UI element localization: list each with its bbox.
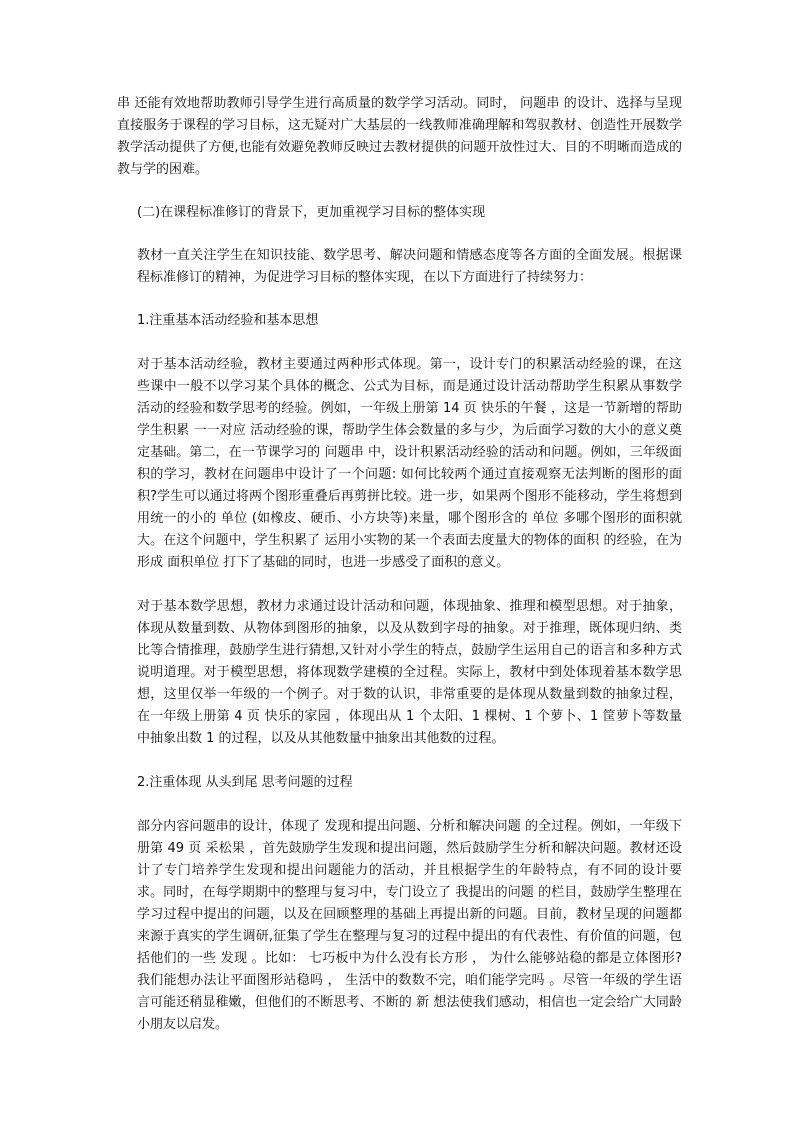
document-page xyxy=(117,93,682,1036)
paragraph-problem-posing: 部分内容问题串的设计，体现了 发现和提出问题、分析和解决问题 的全过程。例如，一年级下册第 49 页 采松果 ，首先鼓励学生发现和提出问题，然后鼓励学生分析和解决问题。教材还设计了专门培养学生发现和提出问题能力的活动，并且根据学生的年龄特点，有不同的设计要求。同时，在每学期期中的整理与复习中，专门设立了 我提出的问题 的栏目，鼓励学生整理在学习过程中提出的问题，以及在回顾整理的基础上再提出新的问题。目前，教材呈现的问题都来源于真实的学生调研,征集了学生在整理与复习的过程中提出的有代表性、有价值的问题，包括他们的一些 发现 。比如： 七巧板中为什么没有长方形 ， 为什么能够站稳的都是立体图形?我们能想办法让平面图形站稳吗 ， 生活中的数数不完，咱们能学完吗 。尽管一年级的学生语言可能还稍显稚嫩，但他们的不断思考、不断的 新 想法使我们感动，相信也一定会给广大同龄小朋友以启发。 xyxy=(137,819,682,1032)
subheading-whole-process: 2.注重体现 从头到尾 思考问题的过程 xyxy=(137,775,353,790)
paragraph-activity-experience: 对于基本活动经验，教材主要通过两种形式体现。第一，设计专门的积累活动经验的课，在这些课中一般不以学习某个具体的概念、公式为目标，而是通过设计活动帮助学生积累从事数学活动的经验和数学思考的经验。例如，一年级上册第 14 页 快乐的午餐 ，这是一节新增的帮助学生积累 一一对应 活动经验的课，帮助学生体会数量的多与少，为后面学习数的大小的意义奠定基础。第二，在一节课学习的 问题串 中，设计积累活动经验的活动和问题。例如，三年级面积的学习，教材在问题串中设计了一个问题: 如何比较两个通过直接观察无法判断的图形的面积?学生可以通过将两个图形重叠后再剪拼比较。进一步，如果两个图形不能移动，学生将想到用统一的小的 单位 (如橡皮、硬币、小方块等)来量，哪个图形含的 单位 多哪个图形的面积就大。在这个问题中，学生积累了 运用小实物的某一个表面去度量大的物体的面积 的经验，在为形成 面积单位 打下了基础的同时，也进一步感受了面积的意义。 xyxy=(137,357,682,570)
subheading-activity-experience: 1.注重基本活动经验和基本思想 xyxy=(137,313,319,328)
section-heading-goals: (二)在课程标准修订的背景下，更加重视学习目标的整体实现 xyxy=(137,205,486,220)
paragraph-math-thinking: 对于基本数学思想，教材力求通过设计活动和问题，体现抽象、推理和模型思想。对于抽象，体现从数量到数、从物体到图形的抽象，以及从数到字母的抽象。对于推理，既体现归纳、类比等合情推理，鼓励学生进行猜想,又针对小学生的特点，鼓励学生运用自己的语言和多种方式说明道理。对于模型思想，将体现数学建模的全过程。实际上，教材中到处体现着基本数学思想，这里仅举一年级的一个例子。对于数的认识，非常重要的是体现从数量到数的抽象过程，在一年级上册第 4 页 快乐的家园 ，体现出从 1 个太阳、1 棵树、1 个萝卜、1 筐萝卜等数量中抽象出数 1 的过程，以及从其他数量中抽象出其他数的过程。 xyxy=(137,599,682,746)
paragraph-overall-development: 教材一直关注学生在知识技能、数学思考、解决问题和情感态度等各方面的全面发展。根据课程标准修订的精神，为促进学习目标的整体实现，在以下方面进行了持续努力： xyxy=(137,248,682,285)
paragraph-problem-chain-intro: 串 还能有效地帮助教师引导学生进行高质量的数学学习活动。同时， 问题串 的设计、选择与呈现直接服务于课程的学习目标，这无疑对广大基层的一线教师准确理解和驾驭教材、创造性开展数学教学活动提供了方便,也能有效避免教师反映过去教材提供的问题开放性过大、目的不明晰而造成的教与学的困难。 xyxy=(117,96,682,177)
